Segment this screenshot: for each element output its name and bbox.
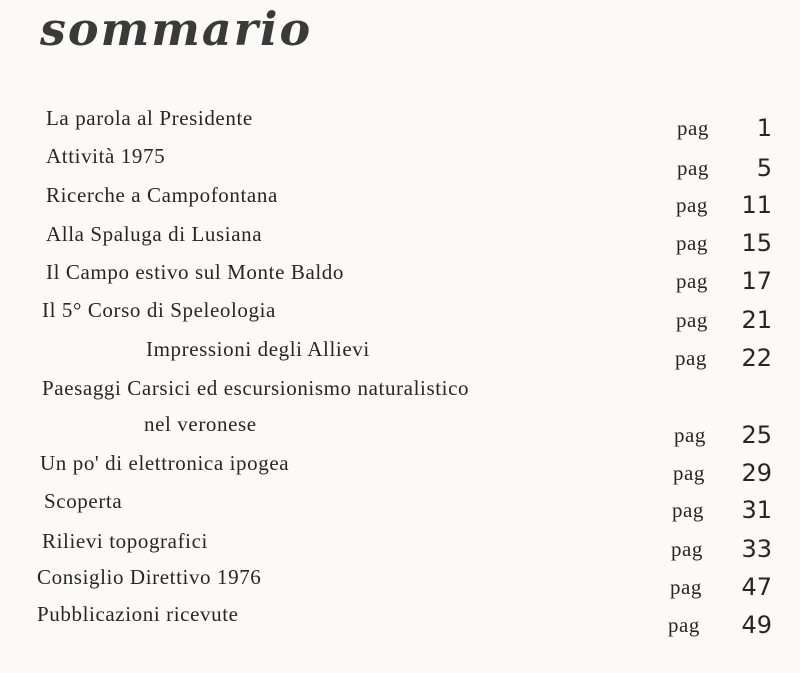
toc-entry-title: Il 5° Corso di Speleologia: [42, 298, 276, 322]
toc-page-label: pag: [671, 537, 703, 561]
toc-entry-title: Il Campo estivo sul Monte Baldo: [46, 260, 344, 284]
toc-page-label: pag: [674, 423, 706, 447]
toc-page-number: 5: [756, 154, 772, 182]
page-title: sommario: [40, 2, 313, 56]
toc-page-label: pag: [677, 156, 709, 180]
toc-page-number: 22: [741, 344, 772, 372]
toc-page-number: 21: [741, 306, 772, 334]
toc-page-number: 1: [756, 114, 772, 142]
toc-page-label: pag: [677, 116, 709, 140]
toc-entry-title: Consiglio Direttivo 1976: [37, 565, 262, 589]
toc-entry-title: La parola al Presidente: [46, 106, 253, 130]
toc-page-label: pag: [672, 498, 704, 522]
toc-page-label: pag: [673, 461, 705, 485]
toc-page-number: 33: [741, 535, 772, 563]
toc-page-label: pag: [668, 613, 700, 637]
toc-page-label: pag: [676, 308, 708, 332]
toc-entry-title: Rilievi topografici: [42, 529, 208, 553]
toc-page-number: 49: [741, 611, 772, 639]
toc-entry-title: Pubblicazioni ricevute: [37, 602, 239, 626]
toc-page-number: 17: [741, 267, 772, 295]
toc-page-number: 29: [741, 459, 772, 487]
toc-page-number: 15: [741, 229, 772, 257]
toc-page-label: pag: [676, 193, 708, 217]
toc-entry-title: Attività 1975: [46, 144, 166, 168]
toc-entry-title-continued: nel veronese: [144, 412, 257, 436]
toc-entry-title: Paesaggi Carsici ed escursionismo naturalistico: [42, 376, 470, 400]
toc-page-number: 47: [741, 573, 772, 601]
toc-page-label: pag: [676, 269, 708, 293]
toc-entry-title: Impressioni degli Allievi: [146, 337, 370, 361]
toc-entry-title: Ricerche a Campofontana: [46, 183, 278, 207]
toc-page-number: 11: [741, 191, 772, 219]
toc-page-label: pag: [670, 575, 702, 599]
toc-entry-title: Scoperta: [44, 489, 123, 513]
toc-page-number: 25: [741, 421, 772, 449]
toc-page-label: pag: [675, 346, 707, 370]
toc-entry-title: Un po' di elettronica ipogea: [40, 451, 290, 475]
toc-page-label: pag: [676, 231, 708, 255]
toc-entry-title: Alla Spaluga di Lusiana: [46, 222, 263, 246]
toc-page-number: 31: [741, 496, 772, 524]
